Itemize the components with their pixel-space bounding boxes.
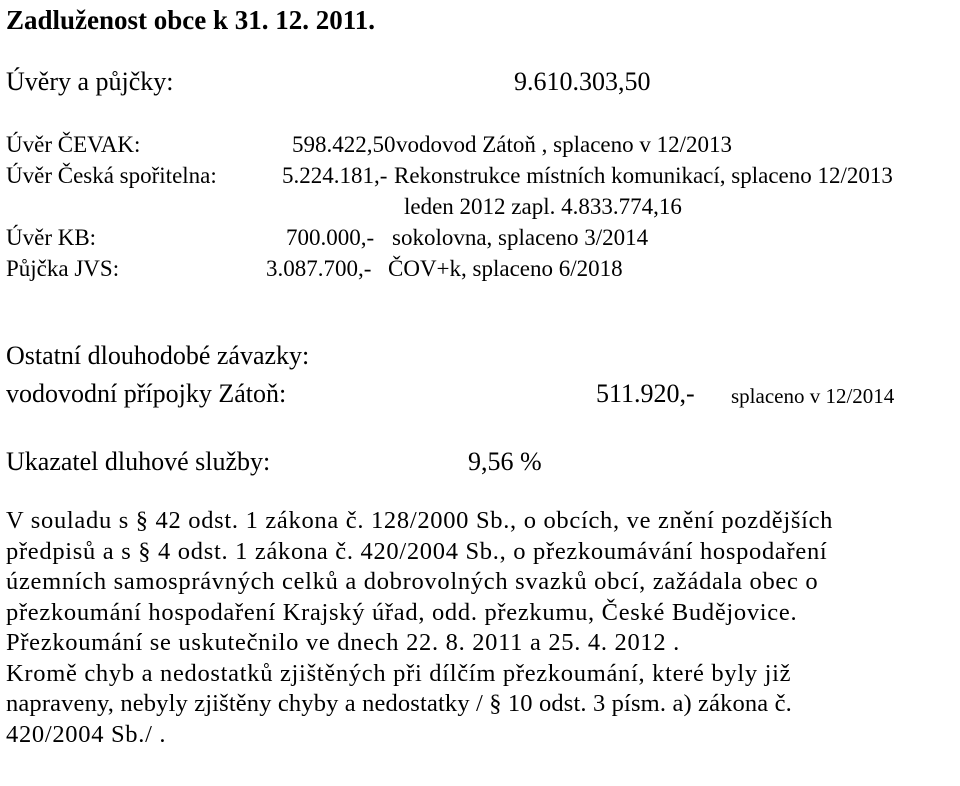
loan-note: vodovod Zátoň , splaceno v 12/2013 bbox=[396, 132, 733, 157]
paragraph-line: přezkoumání hospodaření Krajský úřad, odd. přezkumu, České Budějovice. bbox=[6, 598, 798, 626]
loan-note: ČOV+k, splaceno 6/2018 bbox=[388, 256, 623, 281]
loan-note: sokolovna, splaceno 3/2014 bbox=[392, 225, 649, 250]
paragraph-line: územních samosprávných celků a dobrovolných svazků obcí, zažádala obec o bbox=[6, 568, 819, 595]
paragraph-line: Kromě chyb a nedostatků zjištěných při dílčím přezkoumání, které byly již bbox=[6, 659, 792, 687]
loan-note: Rekonstrukce místních komunikací, splaceno 12/2013 bbox=[394, 163, 893, 188]
document-title: Zadluženost obce k 31. 12. 2011. bbox=[6, 5, 376, 35]
other-liabilities-label: vodovodní přípojky Zátoň: bbox=[6, 379, 287, 408]
loans-total-value: 9.610.303,50 bbox=[514, 67, 651, 96]
other-liabilities-amount: 511.920,- bbox=[596, 379, 695, 408]
loan-amount: 5.224.181,- bbox=[282, 163, 388, 188]
loan-label: Úvěr ČEVAK: bbox=[6, 132, 141, 157]
loan-label: Úvěr KB: bbox=[6, 225, 97, 250]
paragraph-line: V souladu s § 42 odst. 1 zákona č. 128/2000 Sb., o obcích, ve znění pozdějších bbox=[6, 507, 834, 534]
paragraph-line: 420/2004 Sb./ . bbox=[6, 720, 167, 748]
loan-label: Půjčka JVS: bbox=[6, 256, 120, 281]
paragraph-line: Přezkoumání se uskutečnilo ve dnech 22. 8. 2011 a 25. 4. 2012 . bbox=[6, 629, 680, 656]
debt-indicator-value: 9,56 % bbox=[468, 447, 542, 476]
loans-total-label: Úvěry a půjčky: bbox=[6, 67, 174, 96]
paragraph-line: předpisů a s § 4 odst. 1 zákona č. 420/2004 Sb., o přezkoumávání hospodaření bbox=[6, 537, 828, 565]
loan-amount: 700.000,- bbox=[286, 225, 375, 250]
loan-label: Úvěr Česká spořitelna: bbox=[6, 163, 217, 188]
audit-paragraph bbox=[6, 506, 956, 750]
loan-amount: 3.087.700,- bbox=[266, 256, 372, 281]
other-liabilities-heading: Ostatní dlouhodobé závazky: bbox=[6, 341, 310, 370]
loan-note-secondary: leden 2012 zapl. 4.833.774,16 bbox=[404, 194, 682, 219]
paragraph-line: napraveny, nebyly zjištěny chyby a nedostatky / § 10 odst. 3 písm. a) zákona č. bbox=[6, 690, 792, 717]
debt-indicator-label: Ukazatel dluhové služby: bbox=[6, 447, 271, 476]
other-liabilities-note: splaceno v 12/2014 bbox=[731, 384, 895, 408]
loan-amount: 598.422,50 bbox=[292, 132, 396, 157]
